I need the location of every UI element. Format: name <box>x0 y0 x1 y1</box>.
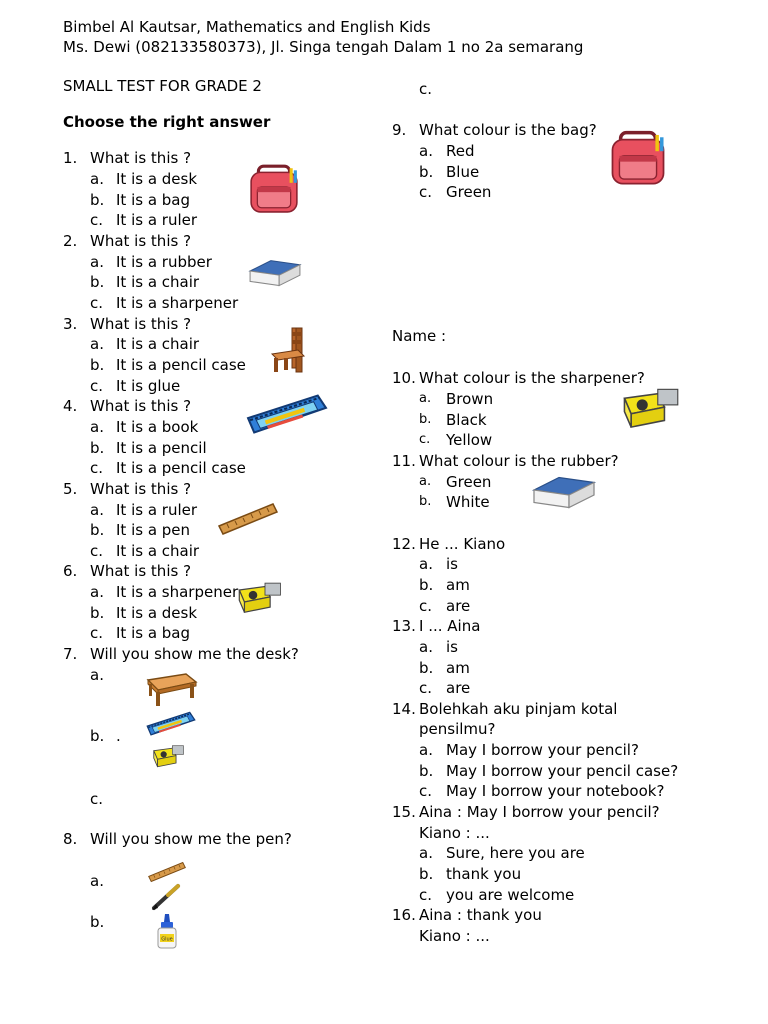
option-letter: a. <box>419 474 432 489</box>
option-text: It is a chair <box>116 273 200 291</box>
option-letter: c. <box>90 211 104 229</box>
backpack-icon <box>608 128 668 186</box>
question-text: Will you show me the desk? <box>90 645 299 663</box>
glue-bottle-icon <box>155 914 179 950</box>
option-letter: a. <box>90 335 104 353</box>
backpack-icon <box>246 162 302 214</box>
option-text: Brown <box>446 390 494 408</box>
question-text: What colour is the rubber? <box>419 452 619 470</box>
option-text: is <box>446 638 458 656</box>
question-number: 16. <box>392 906 416 924</box>
option-text: is <box>446 555 458 573</box>
option-letter: b. <box>90 913 105 931</box>
option-text: Sure, here you are <box>446 844 585 862</box>
question-number: 4. <box>63 397 78 415</box>
option-letter: a. <box>90 170 104 188</box>
option-text: are <box>446 679 471 697</box>
option-text: May I borrow your pencil? <box>446 741 639 759</box>
option-letter: b. <box>419 494 432 509</box>
option-text: you are welcome <box>446 886 575 904</box>
question-text: What colour is the sharpener? <box>419 369 645 387</box>
option-letter: b. <box>419 865 434 883</box>
question-text: Will you show me the pen? <box>90 830 292 848</box>
option-letter: c. <box>90 542 104 560</box>
option-letter: a. <box>419 741 433 759</box>
option-text: It is glue <box>116 377 181 395</box>
option-text: It is a book <box>116 418 199 436</box>
option-text: It is a ruler <box>116 501 198 519</box>
option-letter: c. <box>419 80 433 98</box>
option-letter: c. <box>419 432 431 447</box>
question-text: I ... Aina <box>419 617 481 635</box>
question-number: 14. <box>392 700 416 718</box>
sharpener-icon <box>234 578 284 614</box>
option-text: am <box>446 576 470 594</box>
option-text: . <box>116 727 121 745</box>
option-letter: b. <box>419 576 434 594</box>
question-number: 5. <box>63 480 78 498</box>
question-number: 1. <box>63 149 78 167</box>
rubber-icon <box>248 254 302 288</box>
option-letter: c. <box>419 183 433 201</box>
pencil-case-icon <box>246 382 328 444</box>
option-letter: b. <box>90 521 105 539</box>
option-letter: a. <box>90 501 104 519</box>
glue-label: Glue <box>161 936 173 943</box>
option-text: It is a desk <box>116 170 198 188</box>
option-text: It is a pencil <box>116 439 207 457</box>
question-text-continued: Kiano : ... <box>419 927 490 945</box>
header-line-2: Ms. Dewi (082133580373), Jl. Singa tengah Dalam 1 no 2a semarang <box>63 38 584 56</box>
sharpener-icon <box>620 382 680 430</box>
question-text: What is this ? <box>90 232 192 250</box>
option-text: May I borrow your notebook? <box>446 782 665 800</box>
question-number: 15. <box>392 803 416 821</box>
option-letter: a. <box>419 844 433 862</box>
option-text: Red <box>446 142 475 160</box>
option-text: It is a pen <box>116 521 191 539</box>
header-line-1: Bimbel Al Kautsar, Mathematics and English Kids <box>63 18 431 36</box>
question-text: What is this ? <box>90 315 192 333</box>
question-text: What is this ? <box>90 397 192 415</box>
option-text: May I borrow your pencil case? <box>446 762 679 780</box>
option-text: It is a pencil case <box>116 459 246 477</box>
chair-icon <box>268 326 312 374</box>
question-text: Aina : thank you <box>419 906 542 924</box>
option-text: It is a chair <box>116 335 200 353</box>
instruction-heading: Choose the right answer <box>63 113 271 131</box>
option-letter: a. <box>90 253 104 271</box>
option-letter: c. <box>419 886 433 904</box>
option-letter: b. <box>90 439 105 457</box>
option-letter: b. <box>419 762 434 780</box>
question-number: 7. <box>63 645 78 663</box>
sharpener-icon <box>150 742 186 768</box>
option-letter: b. <box>90 604 105 622</box>
question-text: What is this ? <box>90 480 192 498</box>
option-text: It is a sharpener <box>116 294 239 312</box>
question-text: What is this ? <box>90 149 192 167</box>
option-text: Blue <box>446 163 480 181</box>
option-text: It is a ruler <box>116 211 198 229</box>
option-text: am <box>446 659 470 677</box>
option-text: It is a pencil case <box>116 356 246 374</box>
option-text: It is a bag <box>116 191 191 209</box>
option-text: Green <box>446 473 492 491</box>
option-letter: c. <box>90 624 104 642</box>
option-letter: b. <box>419 163 434 181</box>
question-text: Bolehkah aku pinjam kotal <box>419 700 618 718</box>
option-letter: c. <box>419 679 433 697</box>
ruler-icon <box>146 860 188 884</box>
option-letter: c. <box>90 790 104 808</box>
pencil-case-icon <box>146 706 196 740</box>
question-text-continued: pensilmu? <box>419 720 496 738</box>
option-text: It is a rubber <box>116 253 212 271</box>
question-text: He ... Kiano <box>419 535 506 553</box>
option-letter: a. <box>419 555 433 573</box>
option-text: White <box>446 493 490 511</box>
option-letter: b. <box>90 273 105 291</box>
option-letter: c. <box>90 459 104 477</box>
option-text: Green <box>446 183 492 201</box>
test-title: SMALL TEST FOR GRADE 2 <box>63 77 262 95</box>
option-letter: b. <box>90 356 105 374</box>
option-text: It is a bag <box>116 624 191 642</box>
option-text: It is a sharpener <box>116 583 239 601</box>
option-letter: a. <box>419 391 432 406</box>
pen-icon <box>150 882 182 912</box>
option-letter: a. <box>90 583 104 601</box>
question-number: 9. <box>392 121 407 139</box>
option-text: Yellow <box>446 431 493 449</box>
rubber-icon <box>530 470 598 510</box>
option-letter: b. <box>90 191 105 209</box>
option-text: thank you <box>446 865 522 883</box>
question-text: What is this ? <box>90 562 192 580</box>
ruler-icon <box>216 500 280 538</box>
question-number: 3. <box>63 315 78 333</box>
option-letter: b. <box>90 727 105 745</box>
option-letter: c. <box>90 294 104 312</box>
option-letter: a. <box>419 638 433 656</box>
question-number: 6. <box>63 562 78 580</box>
option-letter: a. <box>90 418 104 436</box>
question-number: 10. <box>392 369 416 387</box>
option-letter: b. <box>419 659 434 677</box>
name-label: Name : <box>392 327 447 345</box>
question-text-continued: Kiano : ... <box>419 824 490 842</box>
option-text: It is a desk <box>116 604 198 622</box>
question-text: Aina : May I borrow your pencil? <box>419 803 660 821</box>
question-number: 12. <box>392 535 416 553</box>
option-letter: a. <box>90 872 104 890</box>
option-letter: c. <box>419 597 433 615</box>
question-number: 11. <box>392 452 416 470</box>
question-number: 2. <box>63 232 78 250</box>
option-text: It is a chair <box>116 542 200 560</box>
desk-icon <box>146 668 198 708</box>
option-letter: c. <box>419 782 433 800</box>
option-text: are <box>446 597 471 615</box>
option-letter: a. <box>419 142 433 160</box>
option-letter: c. <box>90 377 104 395</box>
question-number: 13. <box>392 617 416 635</box>
question-text: What colour is the bag? <box>419 121 597 139</box>
question-number: 8. <box>63 830 78 848</box>
option-text: Black <box>446 411 487 429</box>
option-letter: a. <box>90 666 104 684</box>
option-letter: b. <box>419 412 432 427</box>
